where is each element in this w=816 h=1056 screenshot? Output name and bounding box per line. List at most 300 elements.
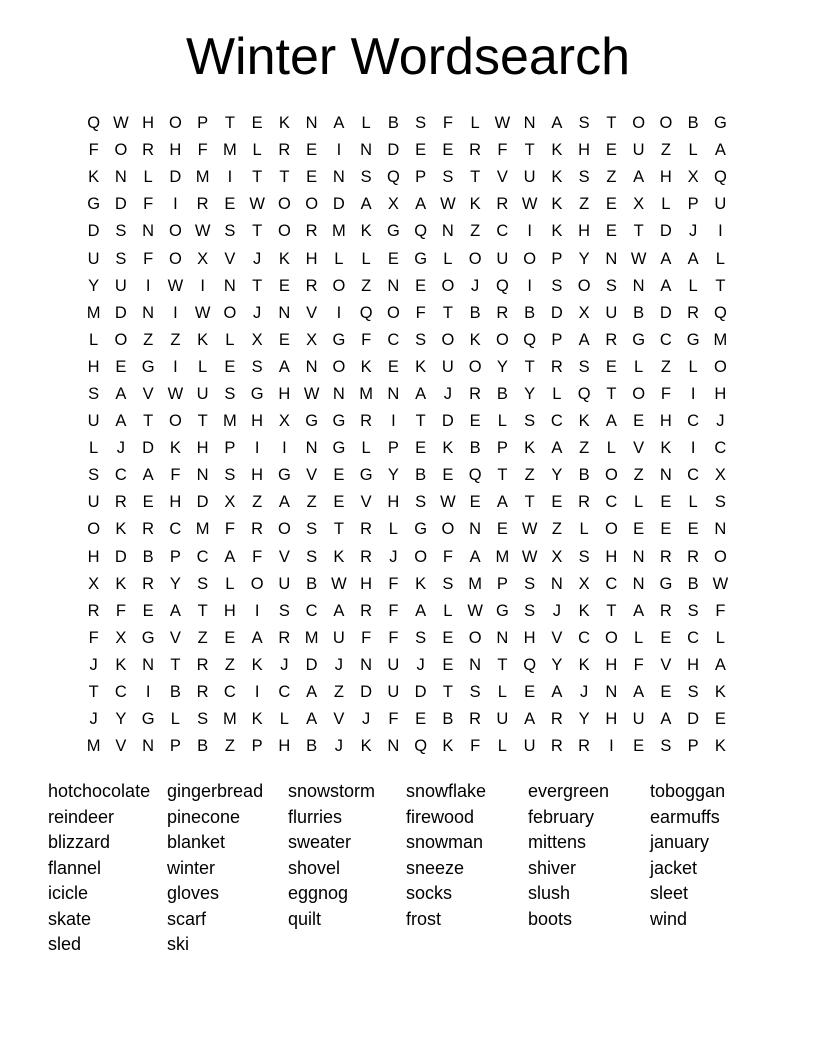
grid-cell: N xyxy=(360,141,373,160)
grid-cell: A xyxy=(306,683,318,702)
grid-cell: K xyxy=(578,412,590,431)
grid-cell: L xyxy=(225,330,235,349)
grid-cell: K xyxy=(360,737,372,756)
grid-cell: C xyxy=(387,330,400,349)
grid-cell: H xyxy=(87,357,100,376)
grid-cell: A xyxy=(633,683,645,702)
grid-cell: X xyxy=(714,466,726,485)
grid-cell: X xyxy=(687,168,699,187)
word-list-item: skate xyxy=(48,908,92,929)
grid-cell: B xyxy=(687,574,699,593)
grid-cell: K xyxy=(278,249,290,268)
grid-cell: M xyxy=(86,303,101,322)
grid-cell: B xyxy=(524,303,536,322)
grid-cell: J xyxy=(580,683,589,702)
grid-cell: K xyxy=(551,168,563,187)
grid-cell: N xyxy=(605,683,618,702)
grid-cell: U xyxy=(632,710,645,729)
grid-cell: S xyxy=(714,493,726,512)
grid-cell: O xyxy=(332,276,346,295)
grid-cell: O xyxy=(468,249,482,268)
grid-cell: O xyxy=(604,628,618,647)
grid-cell: W xyxy=(249,195,265,214)
grid-cell: G xyxy=(359,466,373,485)
grid-cell: N xyxy=(196,466,209,485)
grid-cell: U xyxy=(605,303,618,322)
word-list-item: scarf xyxy=(167,908,207,929)
grid-cell: S xyxy=(224,466,236,485)
grid-cell: L xyxy=(715,249,725,268)
grid-cell: A xyxy=(496,493,508,512)
word-list-item: pinecone xyxy=(167,806,241,827)
grid-cell: W xyxy=(467,601,483,620)
grid-cell: T xyxy=(606,114,617,133)
grid-cell: E xyxy=(415,710,427,729)
grid-cell: E xyxy=(714,710,726,729)
word-list-item: ski xyxy=(167,934,189,954)
grid-cell: H xyxy=(251,412,264,431)
grid-cell: J xyxy=(334,655,343,674)
grid-cell: N xyxy=(632,574,645,593)
grid-cell: C xyxy=(305,601,318,620)
grid-cell: Z xyxy=(633,466,644,485)
grid-cell: F xyxy=(143,195,154,214)
grid-cell: K xyxy=(442,737,454,756)
grid-cell: E xyxy=(415,141,427,160)
grid-cell: V xyxy=(360,493,372,512)
grid-cell: S xyxy=(251,357,263,376)
grid-cell: O xyxy=(168,222,182,241)
grid-cell: G xyxy=(414,249,428,268)
page-title: Winter Wordsearch xyxy=(185,28,631,86)
word-list-item: gingerbread xyxy=(167,781,264,801)
grid-cell: S xyxy=(306,520,318,539)
grid-cell: E xyxy=(469,412,481,431)
grid-cell: H xyxy=(251,466,264,485)
word-list-item: snowstorm xyxy=(288,781,376,801)
grid-cell: N xyxy=(523,114,536,133)
grid-cell: R xyxy=(496,303,509,322)
grid-cell: E xyxy=(605,195,617,214)
grid-cell: O xyxy=(305,195,319,214)
grid-cell: W xyxy=(521,520,538,539)
grid-cell: A xyxy=(251,628,263,647)
grid-row xyxy=(80,245,734,272)
grid-cell: Q xyxy=(495,276,509,295)
grid-cell: V xyxy=(169,628,181,647)
grid-cell: L xyxy=(470,114,480,133)
grid-cell: C xyxy=(605,493,618,512)
grid-cell: N xyxy=(142,655,155,674)
word-list-item: evergreen xyxy=(528,781,610,801)
grid-cell: T xyxy=(442,683,453,702)
grid-cell: E xyxy=(224,195,236,214)
grid-cell: F xyxy=(442,114,453,133)
grid-cell: H xyxy=(659,168,672,187)
grid-cell: D xyxy=(414,683,427,702)
grid-cell: J xyxy=(443,384,452,403)
grid-cell: V xyxy=(551,628,563,647)
grid-row xyxy=(80,408,734,435)
grid-cell: K xyxy=(360,357,372,376)
grid-cell: Q xyxy=(414,222,428,241)
grid-cell: Q xyxy=(87,114,101,133)
grid-cell: P xyxy=(415,168,427,187)
grid-cell: G xyxy=(332,330,346,349)
grid-cell: P xyxy=(387,439,399,458)
word-list-item: snowflake xyxy=(406,781,487,801)
grid-cell: S xyxy=(551,276,563,295)
grid-cell: M xyxy=(304,628,319,647)
grid-cell: Y xyxy=(88,276,100,295)
grid-cell: E xyxy=(224,628,236,647)
grid-cell: E xyxy=(687,520,699,539)
grid-cell: T xyxy=(470,168,481,187)
grid-cell: F xyxy=(361,628,372,647)
grid-cell: I xyxy=(527,276,532,295)
word-list-column xyxy=(48,779,167,958)
grid-cell: D xyxy=(387,141,400,160)
grid-cell: S xyxy=(578,168,590,187)
grid-cell: S xyxy=(524,601,536,620)
grid-cell: S xyxy=(115,249,127,268)
grid-cell: E xyxy=(333,466,345,485)
grid-cell: U xyxy=(496,710,509,729)
grid-cell: L xyxy=(661,195,671,214)
grid-cell: J xyxy=(689,222,698,241)
grid-cell: E xyxy=(442,655,454,674)
grid-cell: R xyxy=(550,737,563,756)
grid-cell: V xyxy=(496,168,508,187)
grid-cell: S xyxy=(415,330,427,349)
grid-cell: S xyxy=(442,168,454,187)
grid-cell: R xyxy=(469,710,482,729)
grid-cell: Y xyxy=(551,655,563,674)
grid-cell: F xyxy=(170,466,181,485)
grid-cell: G xyxy=(277,466,291,485)
grid-cell: A xyxy=(524,710,536,729)
grid-cell: Y xyxy=(496,357,508,376)
grid-cell: I xyxy=(690,439,696,458)
grid-cell: S xyxy=(687,601,699,620)
grid-cell: X xyxy=(551,547,563,566)
grid-cell: K xyxy=(551,195,563,214)
grid-cell: H xyxy=(523,628,536,647)
grid-cell: S xyxy=(578,547,590,566)
grid-row xyxy=(80,435,734,462)
grid-cell: R xyxy=(87,601,100,620)
grid-cell: X xyxy=(115,628,127,647)
grid-cell: K xyxy=(714,737,726,756)
grid-cell: G xyxy=(332,439,346,458)
grid-cell: L xyxy=(279,710,289,729)
grid-cell: R xyxy=(496,195,509,214)
grid-cell: R xyxy=(196,683,209,702)
grid-cell: I xyxy=(718,222,723,241)
grid-cell: D xyxy=(305,655,318,674)
grid-cell: N xyxy=(632,276,645,295)
grid-row xyxy=(80,598,734,625)
grid-cell: S xyxy=(687,683,699,702)
grid-cell: T xyxy=(415,412,426,431)
grid-cell: Q xyxy=(577,384,591,403)
grid-cell: F xyxy=(715,601,726,620)
grid-cell: I xyxy=(254,683,260,702)
grid-cell: T xyxy=(143,412,154,431)
grid-cell: T xyxy=(606,601,617,620)
grid-cell: G xyxy=(686,330,700,349)
word-list-item: sleet xyxy=(650,883,689,903)
grid-cell: E xyxy=(660,520,672,539)
grid-cell: S xyxy=(524,574,536,593)
grid-cell: K xyxy=(442,439,454,458)
grid-cell: L xyxy=(170,710,180,729)
grid-cell: B xyxy=(469,439,481,458)
word-list-column xyxy=(406,779,528,932)
grid-cell: T xyxy=(606,384,617,403)
grid-cell: Z xyxy=(660,357,671,376)
grid-cell: E xyxy=(142,601,154,620)
grid-cell: A xyxy=(415,195,427,214)
grid-cell: P xyxy=(251,737,263,756)
grid-cell: N xyxy=(142,222,155,241)
grid-cell: T xyxy=(524,141,535,160)
grid-cell: D xyxy=(114,547,127,566)
grid-cell: N xyxy=(332,384,345,403)
grid-cell: J xyxy=(389,547,398,566)
grid-cell: G xyxy=(250,384,264,403)
grid-cell: L xyxy=(388,520,398,539)
grid-cell: R xyxy=(251,520,264,539)
grid-cell: H xyxy=(278,384,291,403)
grid-cell: R xyxy=(550,710,563,729)
grid-cell: C xyxy=(687,412,700,431)
grid-cell: L xyxy=(606,439,616,458)
grid-cell: H xyxy=(278,737,291,756)
grid-cell: K xyxy=(115,655,127,674)
grid-cell: K xyxy=(278,114,290,133)
grid-cell: A xyxy=(142,466,154,485)
grid-cell: A xyxy=(551,683,563,702)
grid-cell: R xyxy=(360,412,373,431)
word-list-item: sneeze xyxy=(406,857,465,878)
grid-cell: K xyxy=(415,357,427,376)
grid-cell: O xyxy=(277,222,291,241)
grid-cell: G xyxy=(141,357,155,376)
grid-cell: H xyxy=(305,249,318,268)
grid-cell: G xyxy=(659,574,673,593)
grid-cell: S xyxy=(605,276,617,295)
grid-cell: T xyxy=(252,276,263,295)
grid-cell: Y xyxy=(578,249,590,268)
grid-cell: E xyxy=(224,357,236,376)
grid-cell: R xyxy=(278,141,291,160)
grid-cell: O xyxy=(414,547,428,566)
grid-cell: L xyxy=(252,141,262,160)
word-list-item: snowman xyxy=(406,832,484,852)
grid-cell: Q xyxy=(523,655,537,674)
grid-cell: O xyxy=(713,357,727,376)
grid-cell: G xyxy=(386,222,400,241)
grid-cell: P xyxy=(169,737,181,756)
grid-cell: X xyxy=(197,249,209,268)
grid-cell: Z xyxy=(361,276,372,295)
grid-row xyxy=(80,679,734,706)
grid-cell: K xyxy=(551,141,563,160)
grid-cell: L xyxy=(443,601,453,620)
grid-cell: J xyxy=(89,655,98,674)
grid-cell: M xyxy=(223,412,237,431)
grid-cell: H xyxy=(578,141,591,160)
grid-cell: C xyxy=(578,628,591,647)
grid-cell: E xyxy=(605,222,617,241)
grid-cell: O xyxy=(468,628,482,647)
grid-cell: X xyxy=(578,574,590,593)
grid-cell: N xyxy=(469,520,482,539)
grid-cell: K xyxy=(415,574,427,593)
grid-cell: I xyxy=(690,384,696,403)
grid-cell: L xyxy=(634,357,644,376)
word-list-item: quilt xyxy=(288,908,322,929)
grid-cell: L xyxy=(89,330,99,349)
grid-cell: R xyxy=(659,601,672,620)
grid-cell: B xyxy=(687,114,699,133)
grid-cell: G xyxy=(332,412,346,431)
grid-cell: R xyxy=(142,574,155,593)
word-list-item: boots xyxy=(528,908,573,929)
word-list-item: icicle xyxy=(48,883,89,903)
grid-cell: K xyxy=(578,655,590,674)
grid-cell: B xyxy=(306,737,318,756)
grid-cell: L xyxy=(634,493,644,512)
grid-cell: C xyxy=(196,547,209,566)
grid-cell: U xyxy=(441,357,454,376)
grid-cell: O xyxy=(114,330,128,349)
grid-cell: Q xyxy=(468,466,482,485)
grid-cell: Z xyxy=(524,466,535,485)
word-list-item: socks xyxy=(406,883,453,903)
grid-cell: E xyxy=(278,330,290,349)
grid-cell: V xyxy=(224,249,236,268)
grid-row xyxy=(80,164,734,191)
grid-cell: R xyxy=(305,222,318,241)
grid-cell: W xyxy=(630,249,647,268)
grid-cell: G xyxy=(87,195,101,214)
grid-cell: L xyxy=(361,439,371,458)
grid-cell: F xyxy=(115,601,126,620)
grid-cell: E xyxy=(633,520,645,539)
grid-cell: V xyxy=(633,439,645,458)
grid-cell: B xyxy=(197,737,209,756)
grid-cell: A xyxy=(578,330,590,349)
grid-cell: C xyxy=(114,683,127,702)
grid-cell: P xyxy=(496,574,508,593)
word-list-item: flannel xyxy=(48,857,102,878)
grid-cell: I xyxy=(145,683,151,702)
grid-cell: F xyxy=(415,303,426,322)
grid-cell: N xyxy=(142,737,155,756)
grid-cell: R xyxy=(550,357,563,376)
grid-cell: H xyxy=(387,493,400,512)
grid-cell: B xyxy=(633,303,645,322)
grid-cell: E xyxy=(251,114,263,133)
grid-cell: H xyxy=(659,412,672,431)
grid-cell: A xyxy=(333,601,345,620)
grid-cell: V xyxy=(333,710,345,729)
grid-cell: U xyxy=(523,168,536,187)
grid-cell: S xyxy=(578,114,590,133)
grid-cell: K xyxy=(197,330,209,349)
grid-cell: O xyxy=(468,357,482,376)
grid-cell: B xyxy=(306,574,318,593)
grid-cell: D xyxy=(142,439,155,458)
word-list-item: january xyxy=(650,832,710,852)
grid-cell: F xyxy=(388,628,399,647)
grid-cell: Z xyxy=(470,222,481,241)
grid-cell: K xyxy=(714,683,726,702)
grid-cell: Q xyxy=(359,303,373,322)
grid-cell: Z xyxy=(224,655,235,674)
grid-cell: S xyxy=(360,168,372,187)
grid-cell: N xyxy=(441,222,454,241)
grid-cell: U xyxy=(87,493,100,512)
grid-cell: O xyxy=(277,520,291,539)
grid-cell: Z xyxy=(579,195,590,214)
grid-cell: O xyxy=(168,412,182,431)
grid-cell: M xyxy=(223,710,237,729)
grid-cell: K xyxy=(251,710,263,729)
grid-cell: O xyxy=(441,330,455,349)
grid-cell: T xyxy=(279,168,290,187)
grid-cell: D xyxy=(196,493,209,512)
grid-cell: N xyxy=(714,520,727,539)
word-list-item: flurries xyxy=(288,806,343,827)
grid-cell: F xyxy=(388,574,399,593)
grid-cell: I xyxy=(173,195,178,214)
grid-cell: R xyxy=(578,737,591,756)
grid-row xyxy=(80,733,734,760)
grid-cell: E xyxy=(660,493,672,512)
grid-cell: I xyxy=(254,601,260,620)
grid-cell: W xyxy=(194,303,211,322)
grid-row xyxy=(80,489,734,516)
grid-cell: W xyxy=(331,574,347,593)
grid-cell: E xyxy=(442,466,454,485)
grid-cell: R xyxy=(360,520,373,539)
grid-row xyxy=(80,544,734,571)
grid-cell: E xyxy=(306,168,318,187)
grid-cell: S xyxy=(442,574,454,593)
grid-cell: T xyxy=(170,655,181,674)
grid-cell: U xyxy=(278,574,291,593)
grid-cell: F xyxy=(633,655,644,674)
grid-cell: U xyxy=(496,249,509,268)
grid-cell: D xyxy=(659,222,672,241)
grid-cell: Z xyxy=(170,330,181,349)
grid-cell: N xyxy=(332,168,345,187)
grid-cell: Y xyxy=(578,710,590,729)
grid-cell: X xyxy=(306,330,318,349)
grid-cell: C xyxy=(496,222,509,241)
grid-cell: W xyxy=(113,114,129,133)
grid-cell: A xyxy=(415,384,427,403)
grid-cell: K xyxy=(578,601,590,620)
grid-cell: R xyxy=(687,303,700,322)
grid-cell: D xyxy=(114,195,127,214)
grid-cell: G xyxy=(495,601,509,620)
grid-cell: A xyxy=(660,276,672,295)
grid-cell: E xyxy=(605,141,617,160)
